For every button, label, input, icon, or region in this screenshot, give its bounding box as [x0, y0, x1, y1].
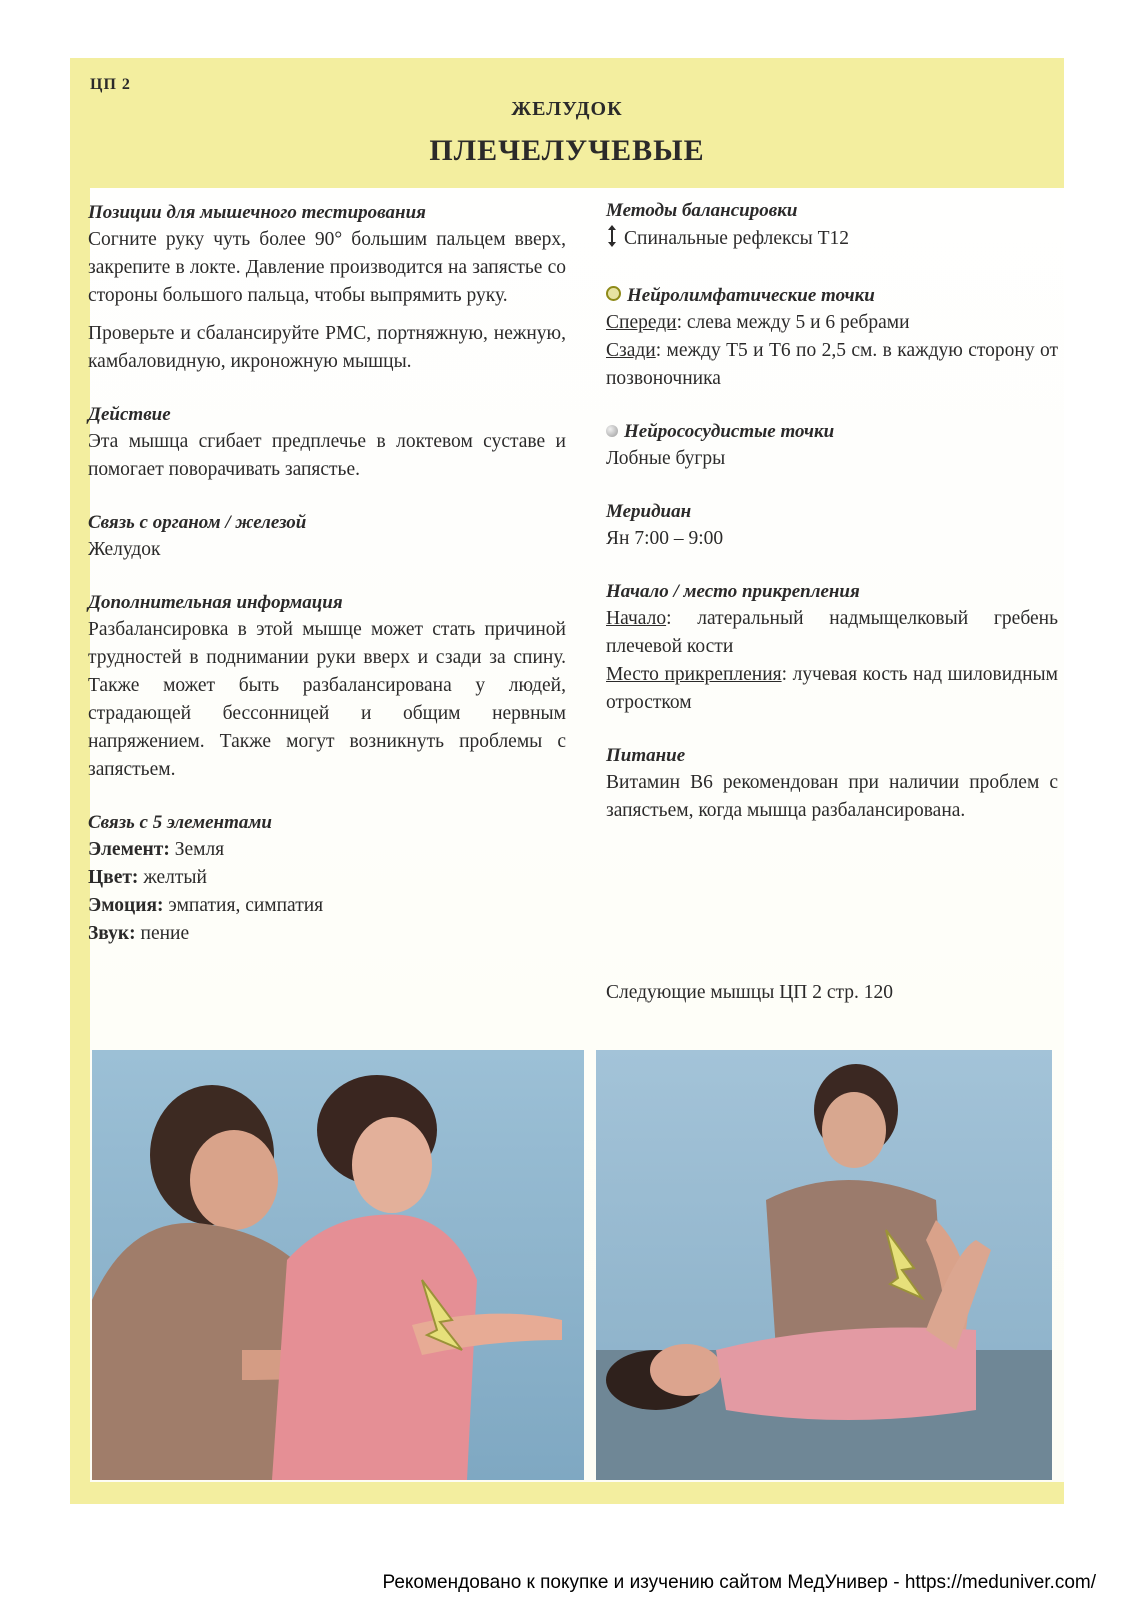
organ-link-text: Желудок [88, 539, 161, 560]
right-column [606, 198, 1058, 825]
extra-info-text: Разбалансировка в этой мышце может стать причиной трудностей в поднимании руки вверх и сзади за спину. Также может быть разбалансирована у людей, страдающей бессонницей и общим нервным напряжением. Также могут возникнуть проблемы с запястьем. [88, 619, 566, 780]
page-bottom-band [70, 1482, 1064, 1504]
testing-heading: Позиции для мышечного тестирования [88, 202, 426, 223]
meridian-text: Ян 7:00 – 9:00 [606, 528, 724, 549]
testing-text-1: Согните руку чуть более 90° большим пальцем вверх, закрепите в локте. Давление производится на запястье со стороны большого пальца, чтобы выпрямить руку. [88, 229, 566, 306]
standing-test-photo [92, 1050, 584, 1480]
grey-circle-icon [606, 425, 618, 437]
vascular-text: Лобные бугры [606, 448, 726, 469]
methods-heading: Методы балансировки [606, 200, 798, 221]
lying-test-photo [596, 1050, 1052, 1480]
action-heading: Действие [88, 404, 171, 425]
element-row: Элемент: Земля [88, 839, 225, 860]
lymph-front: Спереди: слева между 5 и 6 ребрами [606, 312, 910, 333]
organ-title: ЖЕЛУДОК [511, 98, 623, 120]
lymph-back: Сзади: между T5 и T6 по 2,5 см. в каждую сторону от позвоночника [606, 340, 1058, 389]
muscle-title: ПЛЕЧЕЛУЧЕВЫЕ [429, 134, 705, 167]
methods-row: Спинальные рефлексы T12 [606, 224, 1058, 257]
organ-link-heading: Связь с органом / железой [88, 512, 307, 533]
olive-circle-icon [606, 286, 621, 301]
chart-code: ЦП 2 [90, 76, 131, 93]
lymph-heading: Нейролимфатические точки [606, 283, 1058, 309]
next-muscles-note: Следующие мышцы ЦП 2 стр. 120 [606, 982, 894, 1003]
header-band [70, 58, 1064, 188]
origin-insert: Место прикрепления: лучевая кость над шиловидным отростком [606, 664, 1058, 713]
footer-note: Рекомендовано к покупке и изучению сайтом МедУнивер - https://meduniver.com/ [382, 1572, 1096, 1593]
testing-text-2: Проверьте и сбалансируйте PMC, портняжную, нежную, камбаловидную, икроножную мышцы. [88, 323, 566, 372]
origin-start: Начало: латеральный надмыщелковый гребень плечевой кости [606, 608, 1058, 657]
extra-info-heading: Дополнительная информация [88, 592, 343, 613]
left-column [88, 200, 566, 948]
sound-row: Звук: пение [88, 923, 190, 944]
nutrition-text: Витамин B6 рекомендован при наличии проблем с запястьем, когда мышца разбалансирована. [606, 772, 1058, 821]
elements-heading: Связь с 5 элементами [88, 812, 272, 833]
emotion-row: Эмоция: эмпатия, симпатия [88, 895, 324, 916]
action-text: Эта мышца сгибает предплечье в локтевом суставе и помогает поворачивать запястье. [88, 431, 566, 480]
vascular-heading: Нейрососудистые точки [606, 419, 1058, 445]
meridian-heading: Меридиан [606, 501, 692, 522]
up-down-arrow-icon [606, 224, 620, 257]
nutrition-heading: Питание [606, 745, 686, 766]
color-row: Цвет: желтый [88, 867, 207, 888]
origin-heading: Начало / место прикрепления [606, 581, 860, 602]
